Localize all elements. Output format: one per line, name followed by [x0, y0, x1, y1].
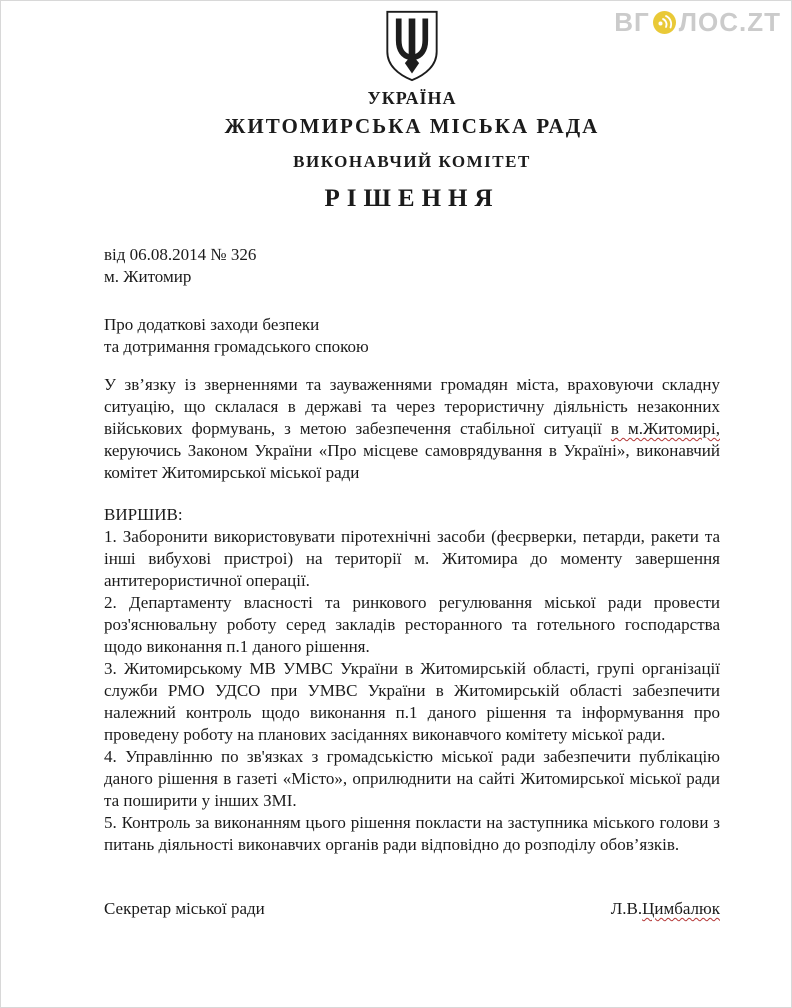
city-line: м. Житомир [104, 267, 192, 286]
subject-line-1: Про додаткові заходи безпеки [104, 315, 320, 334]
signatory-surname: Цимбалюк [642, 899, 720, 918]
decision-item-1: 1. Заборонити використовувати піротехнічні засоби (феєрверки, петарди, ракети та інші вибухові пристроі) на території м. Житомира до моменту завершення антитерористичної операції. [104, 527, 720, 590]
document-type-title: РІШЕННЯ [324, 185, 500, 212]
decision-item-4: 4. Управлінню по зв'язках з громадськістю міської ради забезпечити публікацію даного рішення в газеті «Місто», оприлюднити на сайті Житомирської міської ради та поширити у інших ЗМІ. [104, 747, 720, 810]
preamble-text-pre: У зв’язку із зверненнями та зауваженнями громадян міста, враховуючи складну ситуацію, що склалася в державі та через терористичну діяльність незаконних військових формувань, з метою забезпечення стабільної ситуації [104, 375, 720, 438]
watermark-text-after: ЛОС.ZT [678, 7, 781, 37]
preamble-misspelled-word: в м.Житомирі, [610, 419, 720, 438]
subject-block [104, 314, 720, 358]
signatory-title: Секретар міської ради [104, 899, 265, 918]
decision-item-2: 2. Департаменту власності та ринкового регулювання міської ради провести роз'яснювальну роботу серед закладів ресторанного та готельного господарства щодо виконання п.1 даного рішення. [104, 593, 720, 656]
country-name: УКРАЇНА [367, 88, 457, 108]
decision-item-3: 3. Житомирському МВ УМВС України в Житомирській області, групі організації служби РМО УДСО при УМВС України в Житомирській області забезпечити належний контроль щодо виконання п.1 даного рішення та інформування про проведену роботу на планових засіданнях виконавчого комітету міської ради. [104, 659, 720, 744]
coat-of-arms-emblem [104, 9, 720, 83]
signatory-name [611, 898, 720, 920]
preamble-text-post: керуючись Законом України «Про місцеве самоврядування в Україні», виконавчий комітет Житомирської міської ради [104, 441, 720, 482]
decision-label: ВИРШИВ: [104, 505, 183, 524]
decision-item-5: 5. Контроль за виконанням цього рішення покласти на заступника міського голови з питань діяльності виконавчих органів ради відповідно до розподілу обов’язків. [104, 813, 720, 854]
subject-line-2: та дотримання громадського спокою [104, 337, 369, 356]
document-header [104, 1, 720, 213]
preamble-paragraph [104, 374, 720, 484]
watermark-text-before: ВГ [614, 7, 650, 37]
date-number-line: від 06.08.2014 № 326 [104, 245, 257, 264]
signature-row [104, 898, 720, 920]
signatory-initials: Л.В. [610, 899, 643, 918]
council-name: ЖИТОМИРСЬКА МІСЬКА РАДА [224, 114, 600, 138]
committee-name: ВИКОНАВЧИЙ КОМІТЕТ [293, 152, 531, 171]
document-meta [104, 244, 720, 288]
